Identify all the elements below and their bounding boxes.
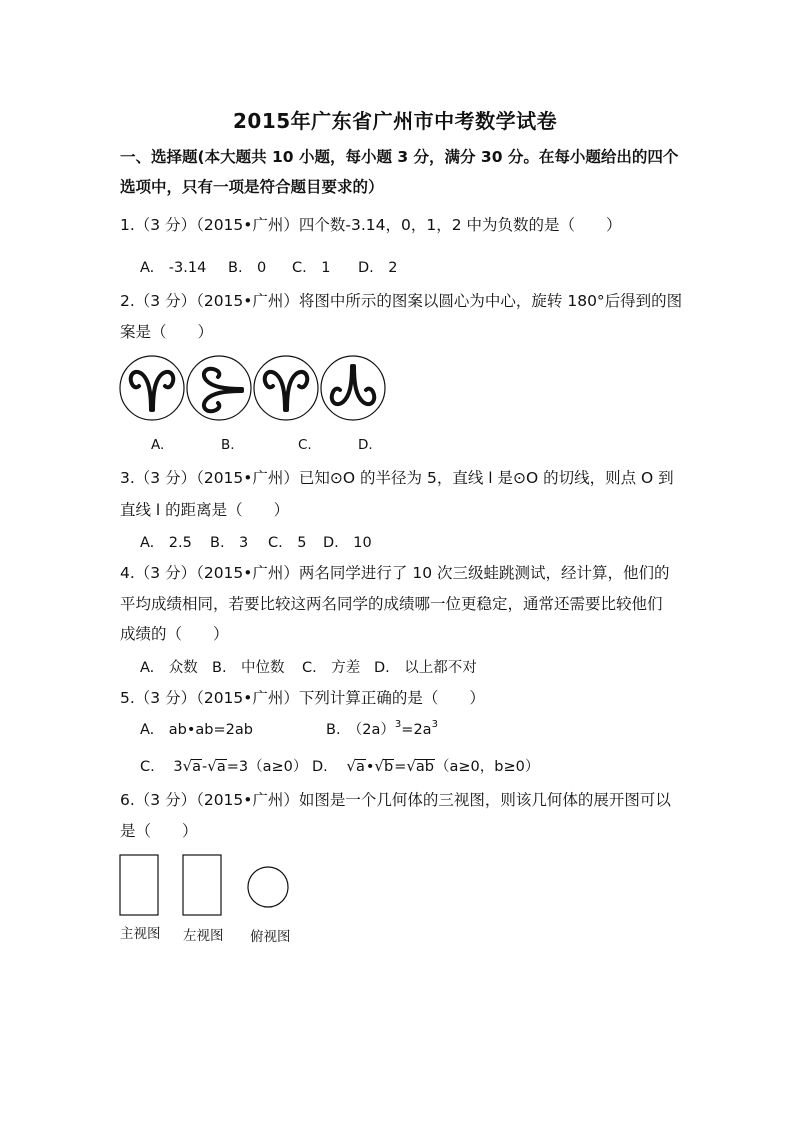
option-d-radicand-2: b xyxy=(383,759,394,775)
rotation-figures xyxy=(118,352,388,424)
question-5-option-a: A. ab•ab=2ab xyxy=(140,722,253,738)
question-1-option-c: C. 1 xyxy=(292,260,331,276)
option-c-label: C. xyxy=(140,759,155,775)
front-view-label: 主视图 xyxy=(120,926,161,942)
question-4-line3: 成绩的（ ） xyxy=(120,625,229,643)
question-3-option-b: B. 3 xyxy=(210,535,249,551)
question-4-line1: 4.（3 分）（2015•广州）两名同学进行了 10 次三级蛙跳测试，经计算，他们的 xyxy=(120,564,670,582)
option-d-label: D. xyxy=(312,759,328,775)
option-b-exponent-2: 3 xyxy=(431,719,438,730)
question-6-line2: 是（ ） xyxy=(120,822,198,840)
front-view-rectangle xyxy=(120,855,158,915)
sqrt-icon: √ xyxy=(374,757,384,775)
question-4-option-d: D. 以上都不对 xyxy=(374,660,477,676)
option-d-radicand-1: a xyxy=(355,759,365,775)
question-4-option-c: C. 方差 xyxy=(302,660,361,676)
option-d-dot: • xyxy=(365,759,375,775)
question-1-option-b: B. 0 xyxy=(228,260,267,276)
figure-label-d: D. xyxy=(358,437,373,453)
option-d-tail: （a≥0，b≥0） xyxy=(435,759,540,775)
option-d-radicand-3: ab xyxy=(415,759,434,775)
option-c-radicand-1: a xyxy=(192,759,202,775)
sqrt-icon: √ xyxy=(346,757,356,775)
three-views-figure xyxy=(118,852,298,922)
question-5-option-b xyxy=(326,718,438,739)
question-5-option-d xyxy=(312,755,539,776)
question-4-option-b: B. 中位数 xyxy=(212,660,285,676)
option-c-minus: - xyxy=(202,759,208,775)
question-6-line1: 6.（3 分）（2015•广州）如图是一个几何体的三视图，则该几何体的展开图可以 xyxy=(120,791,671,809)
top-view-label: 俯视图 xyxy=(250,929,291,945)
question-5-text: 5.（3 分）（2015•广州）下列计算正确的是（ ） xyxy=(120,689,485,707)
option-c-tail: =3（a≥0） xyxy=(226,759,308,775)
option-c-radicand-2: a xyxy=(216,759,226,775)
question-3-line2: 直线 l 的距离是（ ） xyxy=(120,501,290,519)
section-heading-line1: 一、选择题(本大题共 10 小题，每小题 3 分，满分 30 分。在每小题给出的四个 xyxy=(120,148,679,166)
option-b-exponent-1: 3 xyxy=(394,719,402,730)
question-5-option-c xyxy=(140,755,307,776)
question-4-line2: 平均成绩相同，若要比较这两名同学的成绩哪一位更稳定，通常还需要比较他们 xyxy=(120,595,663,613)
question-3-option-c: C. 5 xyxy=(268,535,307,551)
question-2-line1: 2.（3 分）（2015•广州）将图中所示的图案以圆心为中心，旋转 180°后得到的图 xyxy=(120,292,683,310)
question-3-line1: 3.（3 分）（2015•广州）已知⊙O 的半径为 5，直线 l 是⊙O 的切线，则点 O 到 xyxy=(120,469,674,487)
question-1-text: 1.（3 分）（2015•广州）四个数-3.14，0，1，2 中为负数的是（ ） xyxy=(120,216,622,234)
figure-c-aries-icon xyxy=(254,356,318,420)
figure-label-a: A. xyxy=(151,437,165,453)
figure-d-inverted-aries-icon xyxy=(321,356,385,420)
figure-a-aries-icon xyxy=(120,356,184,420)
option-c-coefficient: 3 xyxy=(173,759,183,775)
figure-label-b: B. xyxy=(221,437,235,453)
question-1-option-d: D. 2 xyxy=(358,260,398,276)
question-3-option-a: A. 2.5 xyxy=(140,535,192,551)
page-title: 2015年广东省广州市中考数学试卷 xyxy=(233,109,558,133)
sqrt-icon: √ xyxy=(406,757,416,775)
question-1-option-a: A. -3.14 xyxy=(140,260,207,276)
question-2-line2: 案是（ ） xyxy=(120,323,214,341)
option-b-mid: =2a xyxy=(401,722,432,738)
figure-label-c: C. xyxy=(298,437,312,453)
option-b-prefix: B. （2a） xyxy=(326,722,395,738)
side-view-label: 左视图 xyxy=(183,928,224,944)
question-4-option-a: A. 众数 xyxy=(140,660,198,676)
sqrt-icon: √ xyxy=(182,757,193,775)
figure-b-rotated-aries-icon xyxy=(187,356,251,420)
option-d-equals: = xyxy=(394,759,407,775)
question-3-option-d: D. 10 xyxy=(323,535,372,551)
section-heading-line2: 选项中，只有一项是符合题目要求的） xyxy=(120,178,384,196)
sqrt-icon: √ xyxy=(207,757,217,775)
side-view-rectangle xyxy=(183,855,221,915)
top-view-circle xyxy=(248,867,288,907)
